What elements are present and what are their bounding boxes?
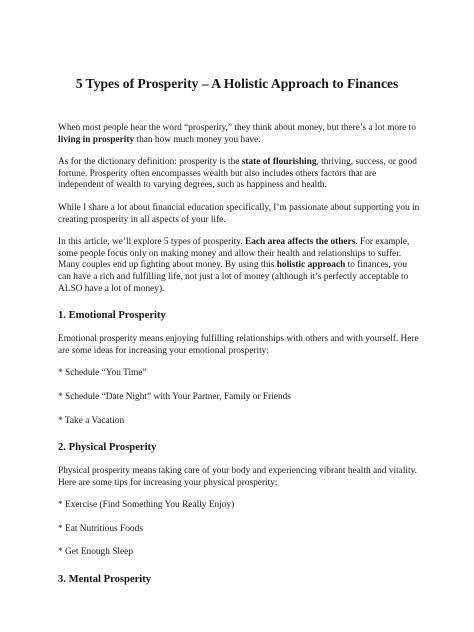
text-run: to finances, you can have a rich and fulfilling life, not just a lot of money (although it’s perfectly acceptable to ALSO have a lot of money). (58, 260, 409, 294)
article-overview-paragraph (58, 237, 422, 295)
bold-text: holistic approach (276, 260, 346, 271)
text-run: In this article, we’ll explore 5 types of prosperity. (58, 237, 245, 248)
list-item: * Exercise (Find Something You Really Enjoy) (58, 500, 235, 511)
text-run: When most people hear the word “prosperity,” they think about money, but there’s a lot more to (58, 123, 416, 133)
document-body (58, 123, 422, 598)
list-item: * Schedule “Date Night” with Your Partner, Family or Friends (58, 391, 291, 402)
list-item: * Eat Nutritious Foods (58, 523, 143, 534)
passion-paragraph: While I share a lot about financial education specifically, I’m passionate about supporting you in creating prosperity in all aspects of your life. (58, 202, 420, 225)
text-run: As for the dictionary definition: prosperity is the (58, 157, 242, 168)
intro-paragraph (58, 123, 422, 146)
list-item: * Take a Vacation (58, 415, 125, 426)
list-item: * Schedule “You Time” (58, 368, 147, 379)
section-intro-physical: Physical prosperity means taking care of your body and experiencing vibrant health and vitality. Here are some tips for increasing your physical prosperity: (58, 466, 418, 488)
text-run: than how much money you have. (134, 134, 261, 145)
text-run: , thriving, success, or good fortune. Prosperity often encompasses wealth but also includes others factors that are independent of wealth to varying degrees, such as happiness and health. (58, 157, 417, 191)
bold-text: state of flourishing (241, 157, 317, 168)
bold-text: Each area affects the others (245, 237, 356, 248)
text-run: . For example, some people focus only on making money and allow their health and relationships to suffer. Many couples end up fighting about money. By using this (58, 237, 410, 271)
section-heading-physical: 2. Physical Prosperity (58, 442, 157, 454)
list-item: * Get Enough Sleep (58, 547, 133, 558)
section-heading-emotional: 1. Emotional Prosperity (58, 310, 166, 322)
document-title: 5 Types of Prosperity – A Holistic Approach to Finances (75, 76, 399, 91)
bold-text: living in prosperity (58, 134, 135, 145)
section-heading-mental: 3. Mental Prosperity (58, 574, 152, 586)
definition-paragraph (58, 157, 422, 192)
section-intro-emotional: Emotional prosperity means enjoying fulfilling relationships with others and with yourself. Here are some ideas for increasing your emotional prosperity: (58, 334, 419, 356)
